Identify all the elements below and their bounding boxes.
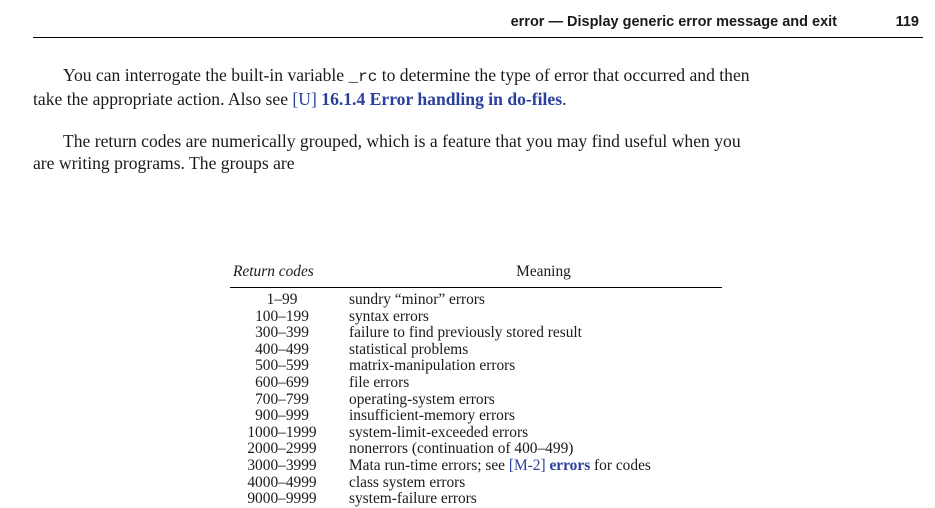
meaning: system-failure errors (349, 490, 477, 508)
table-row (230, 342, 722, 359)
text-segment: You can interrogate the built-in variable (63, 65, 349, 85)
return-code: 600–699 (255, 373, 309, 391)
meaning: statistical problems (349, 340, 469, 358)
meaning: syntax errors (349, 307, 429, 325)
paragraph-groups-line-1: The return codes are numerically grouped, which is a feature that you may find useful when you (63, 131, 741, 151)
table-body (230, 292, 722, 508)
return-code: 400–499 (255, 340, 309, 358)
return-code: 900–999 (255, 407, 309, 425)
meaning: nonerrors (continuation of 400–499) (349, 440, 574, 458)
table-row (230, 325, 722, 342)
table-row (230, 358, 722, 375)
table-row (230, 375, 722, 392)
table-row (230, 458, 722, 475)
return-code: 1000–1999 (247, 423, 317, 441)
return-code: 700–799 (255, 390, 309, 408)
return-codes-table (230, 263, 722, 508)
meaning-suffix: for codes (590, 456, 651, 474)
table-row (230, 408, 722, 425)
paragraph-groups (33, 130, 923, 174)
table-row (230, 392, 722, 409)
meaning: class system errors (349, 473, 466, 491)
rc-variable: _rc (348, 68, 378, 86)
return-code: 3000–3999 (247, 456, 317, 474)
text-segment: take the appropriate action. Also see (33, 89, 293, 109)
table-header (230, 263, 722, 288)
meaning: file errors (349, 373, 410, 391)
return-code: 100–199 (255, 307, 309, 325)
page-number: 119 (895, 14, 919, 30)
text-segment: to determine the type of error that occurred and then (377, 65, 750, 85)
table-row (230, 292, 722, 309)
meaning: operating-system errors (349, 390, 495, 408)
table-row (230, 309, 722, 326)
table-row (230, 475, 722, 492)
page-header (33, 0, 923, 38)
header-meaning: Meaning (516, 263, 571, 280)
return-code: 9000–9999 (247, 490, 317, 508)
meaning: insufficient-memory errors (349, 407, 515, 425)
table-row (230, 491, 722, 508)
return-code: 1–99 (266, 291, 298, 308)
paragraph-rc-line-2 (33, 88, 923, 110)
table-row (230, 441, 722, 458)
error-handling-link[interactable]: 16.1.4 Error handling in do-files (321, 89, 563, 109)
manual-ref-m2[interactable]: [M-2] (508, 456, 546, 474)
errors-link[interactable]: errors (549, 456, 591, 474)
paragraph-rc (33, 64, 923, 110)
return-code: 2000–2999 (247, 440, 317, 458)
meaning (349, 458, 651, 475)
table-row (230, 425, 722, 442)
return-code: 4000–4999 (247, 473, 317, 491)
meaning: sundry “minor” errors (349, 291, 485, 308)
header-title: error — Display generic error message and exit (510, 14, 837, 30)
paragraph-groups-line-2: are writing programs. The groups are (33, 153, 295, 173)
meaning: matrix-manipulation errors (349, 357, 516, 375)
meaning: failure to find previously stored result (349, 324, 582, 342)
meaning-text: Mata run-time errors; see (349, 456, 509, 474)
return-code: 500–599 (255, 357, 309, 375)
text-segment: . (562, 89, 567, 109)
paragraph-rc-line-1 (33, 64, 923, 88)
return-code: 300–399 (255, 324, 309, 342)
meaning: system-limit-exceeded errors (349, 423, 529, 441)
header-return-codes: Return codes (233, 263, 314, 280)
manual-ref-u[interactable]: [U] (292, 89, 317, 109)
